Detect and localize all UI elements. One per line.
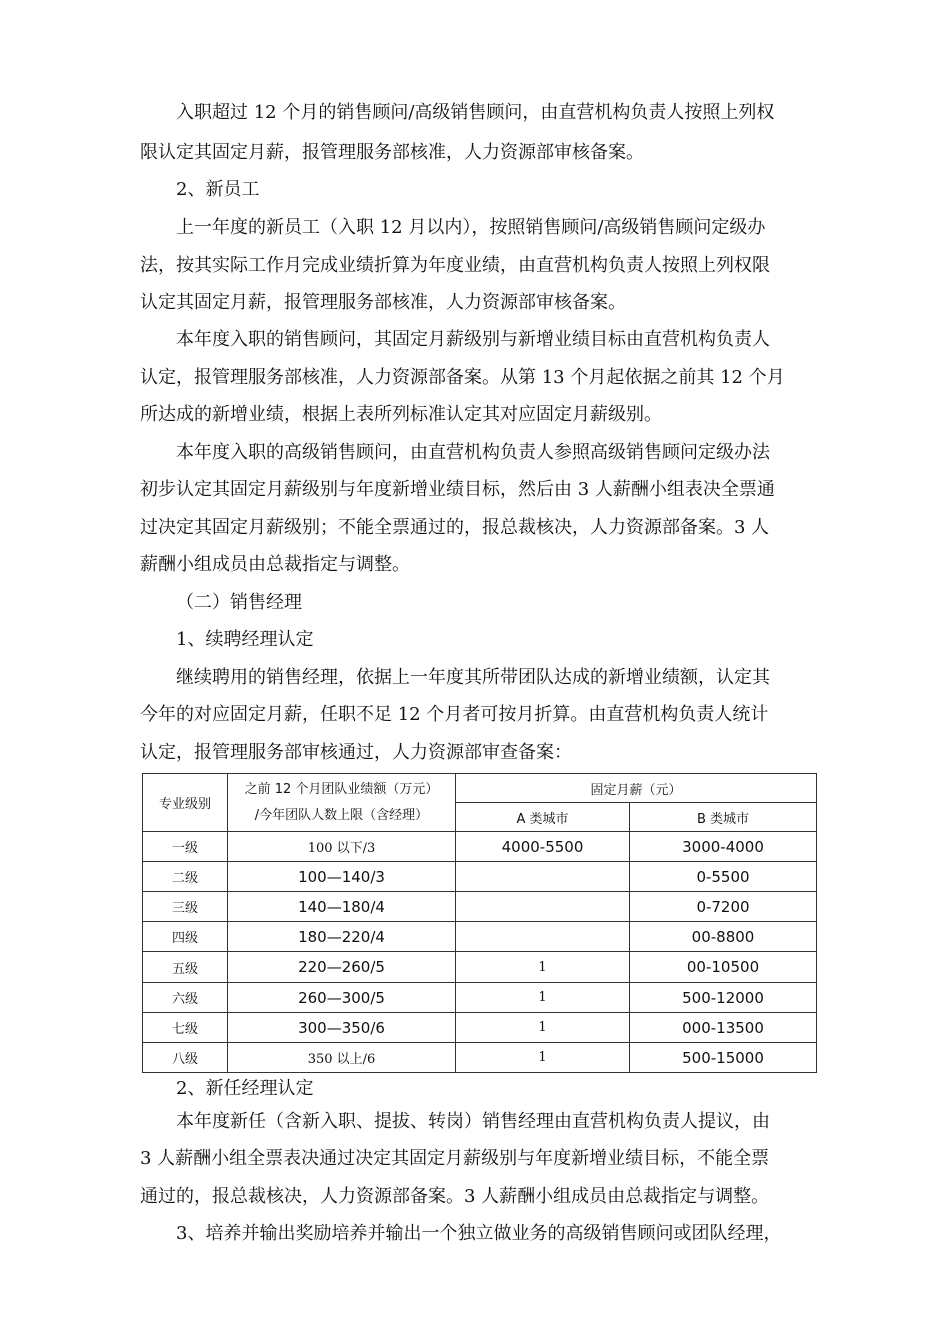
header-performance — [228, 774, 456, 832]
paragraph-line: 法，按其实际工作月完成业绩折算为年度业绩，由直营机构负责人按照上列权限 — [140, 255, 770, 276]
paragraph-line: 限认定其固定月薪，报管理服务部核准，人力资源部审核备案。 — [140, 142, 644, 163]
paragraph-line: 3 人薪酬小组全票表决通过决定其固定月薪级别与年度新增业绩目标，不能全票 — [140, 1148, 770, 1169]
cell-level: 七级 — [143, 1013, 228, 1043]
paragraph-line: 本年度入职的销售顾问，其固定月薪级别与新增业绩目标由直营机构负责人 — [176, 329, 770, 350]
cell-city-b: 0-5500 — [630, 862, 817, 892]
cell-performance: 100—140/3 — [228, 862, 456, 892]
cell-city-b: 00-10500 — [630, 952, 817, 983]
cell-city-a — [456, 922, 630, 952]
salary-table — [142, 773, 817, 1073]
paragraph-line: 所达成的新增业绩，根据上表所列标准认定其对应固定月薪级别。 — [140, 404, 662, 425]
cell-performance: 140—180/4 — [228, 892, 456, 922]
table-row — [143, 832, 817, 862]
header-performance-line2: /今年团队人数上限（含经理） — [254, 807, 429, 823]
cell-city-a: 1 — [456, 952, 630, 983]
paragraph-line: 本年度新任（含新入职、提拔、转岗）销售经理由直营机构负责人提议，由 — [176, 1111, 770, 1132]
section-heading: （二）销售经理 — [176, 592, 302, 613]
cell-level: 一级 — [143, 832, 228, 862]
paragraph-line: 上一年度的新员工（入职 12 月以内），按照销售顾问/高级销售顾问定级办 — [176, 217, 766, 238]
paragraph-line: 本年度入职的高级销售顾问，由直营机构负责人参照高级销售顾问定级办法 — [176, 442, 770, 463]
table-row — [143, 922, 817, 952]
table-row — [143, 1043, 817, 1073]
section-heading: 2、新任经理认定 — [176, 1078, 314, 1099]
cell-performance: 180—220/4 — [228, 922, 456, 952]
table-header-row — [143, 774, 817, 803]
table-row — [143, 952, 817, 983]
cell-level: 三级 — [143, 892, 228, 922]
table-row — [143, 892, 817, 922]
cell-city-b: 500-12000 — [630, 983, 817, 1013]
table-row — [143, 1013, 817, 1043]
cell-city-b: 00-8800 — [630, 922, 817, 952]
cell-performance: 100 以下/3 — [228, 832, 456, 862]
header-city-b: B 类城市 — [630, 803, 817, 832]
paragraph-line: 今年的对应固定月薪，任职不足 12 个月者可按月折算。由直营机构负责人统计 — [140, 704, 769, 725]
header-level: 专业级别 — [143, 774, 228, 832]
cell-city-a: 1 — [456, 1013, 630, 1043]
paragraph-line: 认定，报管理服务部审核通过，人力资源部审查备案： — [140, 742, 572, 763]
cell-performance: 220—260/5 — [228, 952, 456, 983]
cell-city-b: 500-15000 — [630, 1043, 817, 1073]
paragraph-line: 薪酬小组成员由总裁指定与调整。 — [140, 554, 410, 575]
cell-city-a — [456, 892, 630, 922]
cell-city-a: 4000-5500 — [456, 832, 630, 862]
cell-city-b: 3000-4000 — [630, 832, 817, 862]
paragraph-line: 认定其固定月薪，报管理服务部核准，人力资源部审核备案。 — [140, 292, 626, 313]
paragraph-line: 入职超过 12 个月的销售顾问/高级销售顾问，由直营机构负责人按照上列权 — [176, 102, 775, 123]
cell-city-a: 1 — [456, 983, 630, 1013]
header-performance-line1: 之前 12 个月团队业绩额（万元） — [244, 781, 439, 797]
cell-performance: 350 以上/6 — [228, 1043, 456, 1073]
paragraph-line: 通过的，报总裁核决，人力资源部备案。3 人薪酬小组成员由总裁指定与调整。 — [140, 1186, 770, 1207]
cell-level: 五级 — [143, 952, 228, 983]
section-heading: 1、续聘经理认定 — [176, 629, 314, 650]
cell-level: 四级 — [143, 922, 228, 952]
paragraph-line: 3、培养并输出奖励培养并输出一个独立做业务的高级销售顾问或团队经理， — [176, 1223, 782, 1244]
cell-city-b: 000-13500 — [630, 1013, 817, 1043]
header-city-a: A 类城市 — [456, 803, 630, 832]
table-row — [143, 862, 817, 892]
cell-performance: 260—300/5 — [228, 983, 456, 1013]
paragraph-line: 过决定其固定月薪级别；不能全票通过的，报总裁核决，人力资源部备案。3 人 — [140, 517, 770, 538]
cell-level: 六级 — [143, 983, 228, 1013]
paragraph-line: 初步认定其固定月薪级别与年度新增业绩目标，然后由 3 人薪酬小组表决全票通 — [140, 479, 775, 500]
cell-level: 八级 — [143, 1043, 228, 1073]
cell-performance: 300—350/6 — [228, 1013, 456, 1043]
cell-city-a: 1 — [456, 1043, 630, 1073]
cell-level: 二级 — [143, 862, 228, 892]
paragraph-line: 认定，报管理服务部核准，人力资源部备案。从第 13 个月起依据之前其 12 个月 — [140, 367, 785, 388]
cell-city-b: 0-7200 — [630, 892, 817, 922]
header-salary: 固定月薪（元） — [456, 774, 817, 803]
table-row — [143, 983, 817, 1013]
cell-city-a — [456, 862, 630, 892]
paragraph-line: 继续聘用的销售经理，依据上一年度其所带团队达成的新增业绩额，认定其 — [176, 667, 770, 688]
section-heading: 2、新员工 — [176, 179, 260, 200]
